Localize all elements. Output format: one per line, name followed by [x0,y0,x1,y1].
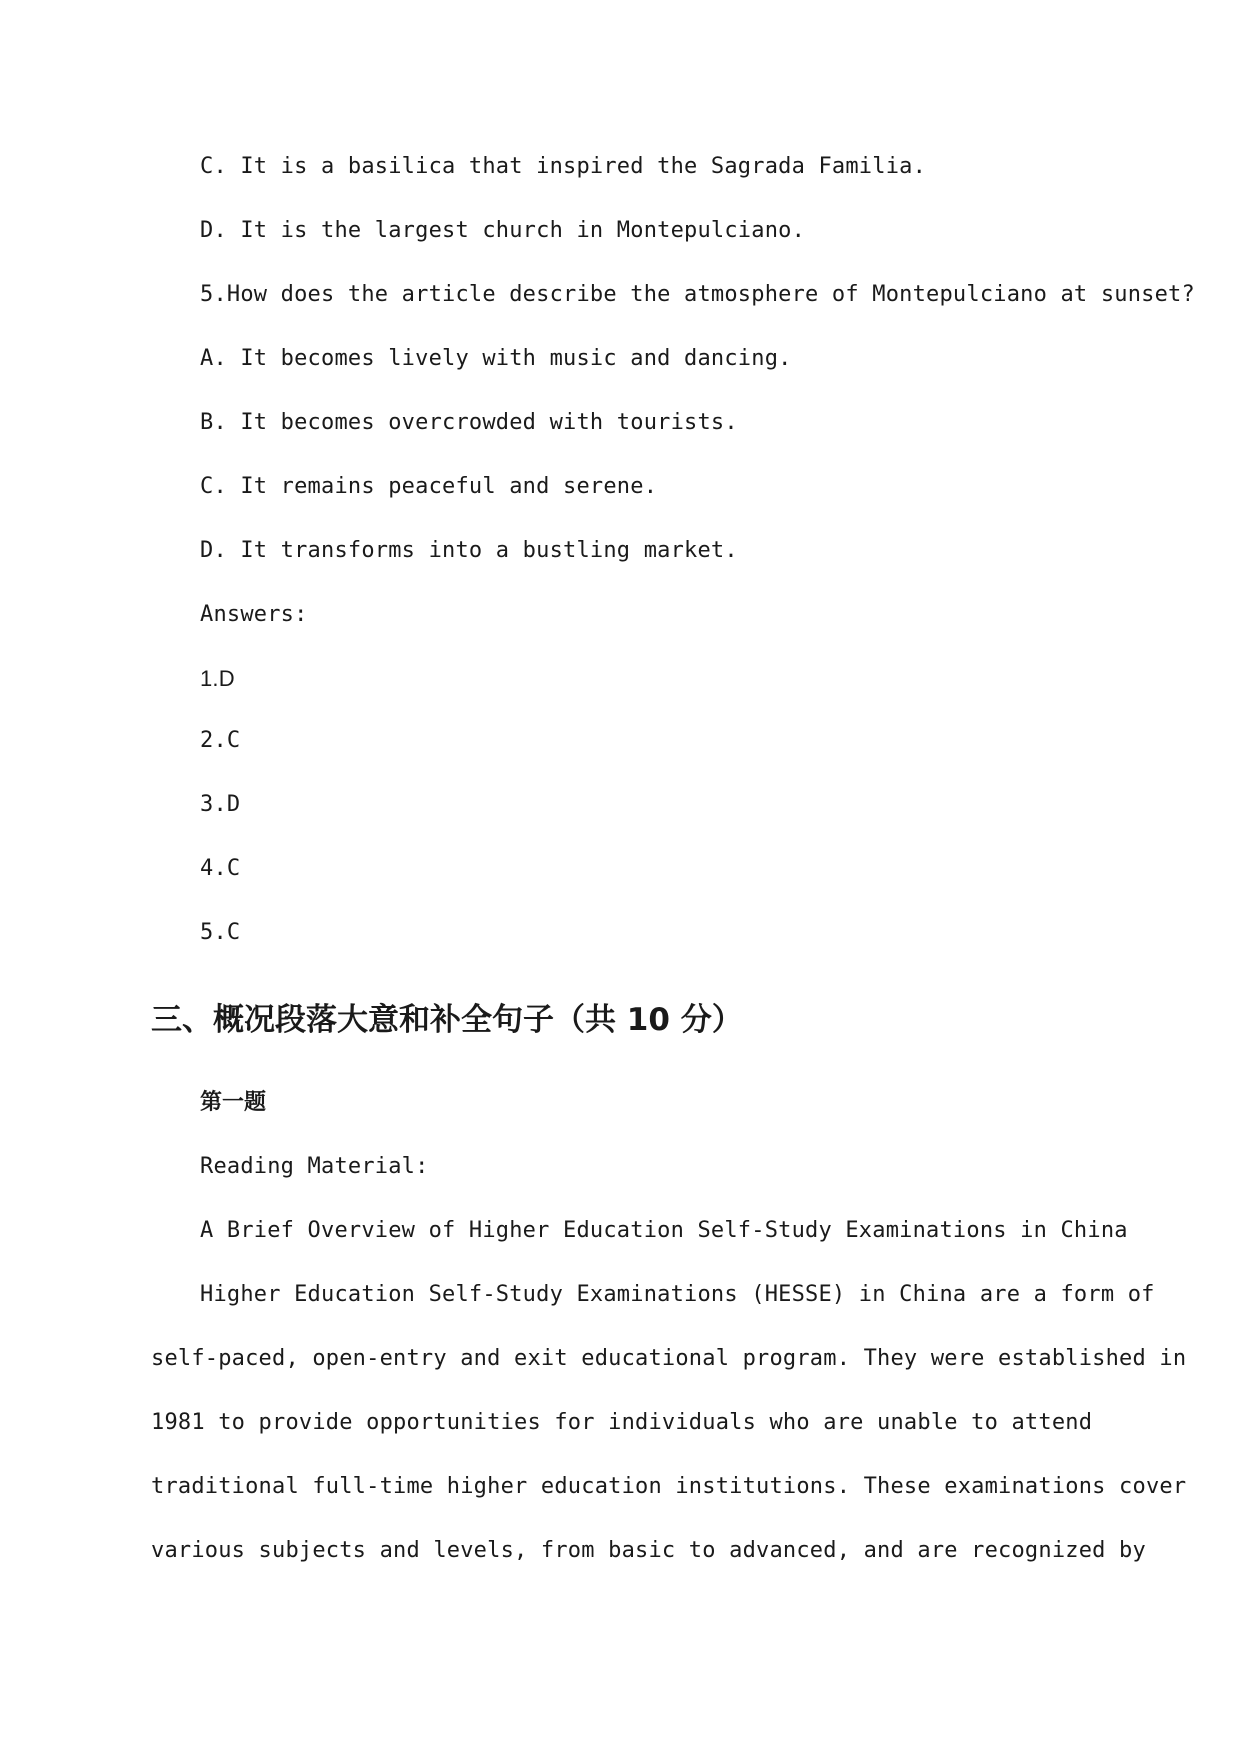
question4-option-d: D. It is the largest church in Montepulciano. [200,218,806,243]
reading-material-label: Reading Material: [200,1154,429,1179]
paragraph-line: various subjects and levels, from basic to advanced, and are recognized by [151,1538,1146,1563]
answer-item: 3.D [200,792,241,817]
question4-option-c: C. It is a basilica that inspired the Sagrada Familia. [200,154,927,179]
answer-item: 2.C [200,728,241,753]
article-title: A Brief Overview of Higher Education Self-Study Examinations in China [200,1218,1128,1243]
question5-option-a: A. It becomes lively with music and dancing. [200,346,792,371]
paragraph-line: traditional full-time higher education institutions. These examinations cover [151,1474,1187,1499]
answers-label: Answers: [200,602,308,627]
paragraph-line: Higher Education Self-Study Examinations (HESSE) in China are a form of [200,1282,1155,1307]
section-heading: 三、概况段落大意和补全句子（共 10 分） [151,1002,743,1038]
answer-item: 4.C [200,856,241,881]
paragraph-line: self-paced, open-entry and exit educational program. They were established in [151,1346,1187,1371]
answer-item: 1.D [200,666,235,691]
question5-stem: 5.How does the article describe the atmosphere of Montepulciano at sunset? [200,282,1195,307]
question-subheading: 第一题 [200,1090,267,1115]
question5-option-b: B. It becomes overcrowded with tourists. [200,410,738,435]
question5-option-c: C. It remains peaceful and serene. [200,474,658,499]
question5-option-d: D. It transforms into a bustling market. [200,538,738,563]
paragraph-line: 1981 to provide opportunities for individuals who are unable to attend [151,1410,1093,1435]
answer-item: 5.C [200,920,241,945]
